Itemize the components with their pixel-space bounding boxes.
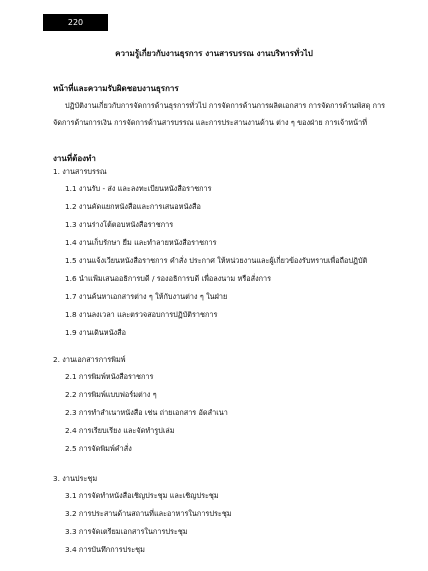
list-item: 1.1 งานรับ - ส่ง และลงทะเบียนหนังสือราชการ xyxy=(65,184,212,193)
list-item: 1.6 นำแฟ้มเสนออธิการบดี / รองอธิการบดี เพื่อลงนาม หรือสั่งการ xyxy=(65,274,272,283)
list-item: 1.4 งานเก็บรักษา ยืม และทำลายหนังสือราชการ xyxy=(65,238,217,247)
tasks-heading: งานที่ต้องทำ xyxy=(53,154,96,163)
list-item: 2.1 การพิมพ์หนังสือราชการ xyxy=(65,372,154,381)
list-item: 1.3 งานร่างโต้ตอบหนังสือราชการ xyxy=(65,220,174,229)
section-meetings xyxy=(53,470,232,559)
list-item: 3.3 การจัดเตรียมเอกสารในการประชุม xyxy=(65,527,188,536)
section-title: 1. งานสารบรรณ xyxy=(53,167,107,176)
list-item: 3.2 การประสานด้านสถานที่และอาหารในการประชุม xyxy=(65,509,232,518)
page-number: 220 xyxy=(43,14,108,31)
section-item-list xyxy=(53,487,232,559)
list-item: 1.8 งานลงเวลา และตรวจสอบการปฏิบัติราชการ xyxy=(65,310,218,319)
duties-heading: หน้าที่และความรับผิดชอบงานธุรการ xyxy=(53,84,179,93)
section-printing xyxy=(53,351,228,458)
section-document-management xyxy=(53,163,367,342)
list-item: 2.5 การจัดพิมพ์คำสั่ง xyxy=(65,444,132,453)
section-item-list xyxy=(53,368,228,458)
duties-paragraph: ปฏิบัติงานเกี่ยวกับการจัดการด้านธุรการทั่วไป การจัดการด้านการผลิตเอกสาร การจัดการด้านพัสดุ การจัดการด้านการเงิน การจัดการด้านสารบรรณ และการประสานงานด้าน ต่าง ๆ ของฝ่าย การเจ้าหน้าที่ xyxy=(53,101,386,127)
document-title: ความรู้เกี่ยวกับงานธุรการ งานสารบรรณ งานบริหารทั่วไป xyxy=(115,49,313,58)
list-item: 1.7 งานค้นหาเอกสารต่าง ๆ ให้กับงานต่าง ๆ ในฝ่าย xyxy=(65,292,228,301)
section-title: 2. งานเอกสารการพิมพ์ xyxy=(53,355,126,364)
list-item: 2.4 การเรียบเรียง และจัดทำรูปเล่ม xyxy=(65,426,175,435)
section-title: 3. งานประชุม xyxy=(53,474,98,483)
list-item: 1.2 งานคัดแยกหนังสือและการเสนอหนังสือ xyxy=(65,202,201,211)
list-item: 3.1 การจัดทำหนังสือเชิญประชุม และเชิญประชุม xyxy=(65,491,219,500)
section-item-list xyxy=(53,180,367,342)
list-item: 1.9 งานเดินหนังสือ xyxy=(65,328,126,337)
list-item: 3.4 การบันทึกการประชุม xyxy=(65,545,145,554)
list-item: 1.5 งานแจ้งเวียนหนังสือราชการ คำสั่ง ประกาศ ให้หน่วยงานและผู้เกี่ยวข้องรับทราบเพื่อถือปฏิบัติ xyxy=(65,256,368,265)
list-item: 2.2 การพิมพ์แบบฟอร์มต่าง ๆ xyxy=(65,390,157,399)
list-item: 2.3 การทำสำเนาหนังสือ เช่น ถ่ายเอกสาร อัดสำเนา xyxy=(65,408,228,417)
